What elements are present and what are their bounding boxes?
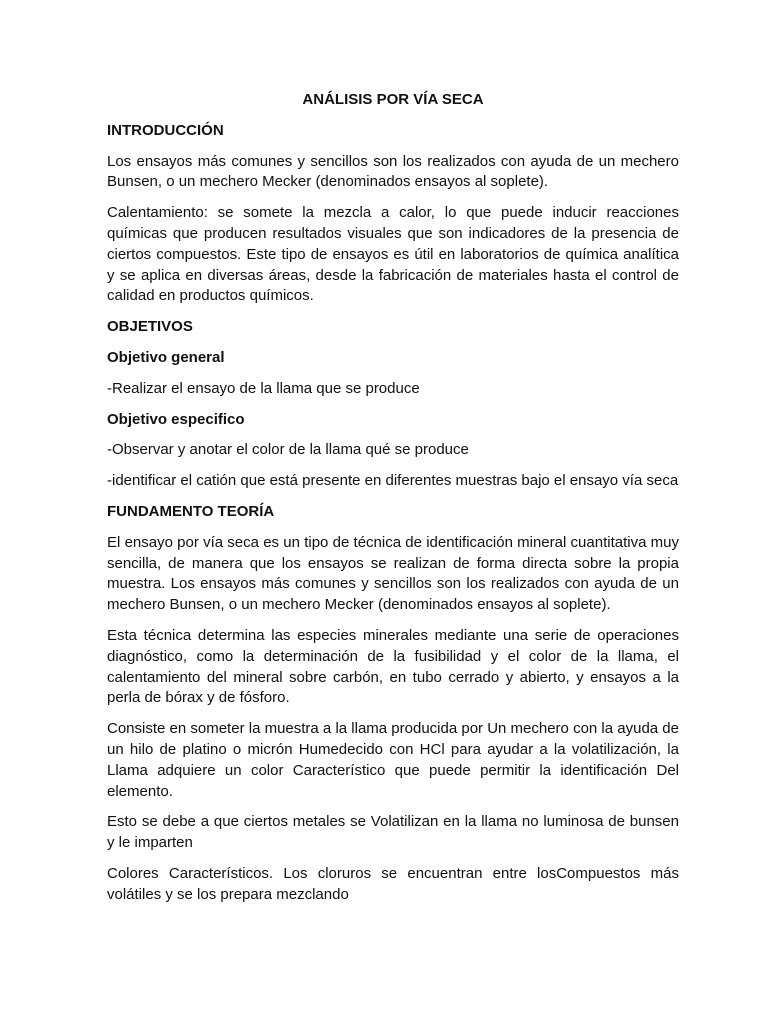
document-page bbox=[107, 90, 679, 916]
document-title: ANÁLISIS POR VÍA SECA bbox=[302, 91, 484, 108]
section-heading-objetivos: OBJETIVOS bbox=[107, 318, 193, 336]
objetivo-especifico-item-2: -identificar el catión que está presente en diferentes muestras bajo el ensayo vía seca bbox=[107, 472, 679, 490]
intro-paragraph-1: Los ensayos más comunes y sencillos son los realizados con ayuda de un mechero Bunsen, o un mechero Mecker (denominados ensayos al soplete). bbox=[107, 152, 679, 191]
subheading-objetivo-especifico: Objetivo especifico bbox=[107, 410, 245, 428]
fundamento-paragraph-2: Esta técnica determina las especies minerales mediante una serie de operaciones diagnóstico, como la determinación de la fusibilidad y el color de la llama, el calentamiento del mineral sobre carbón, en tubo cerrado y abierto, y ensayos a la perla de bórax y de fósforo. bbox=[107, 626, 679, 707]
section-heading-fundamento: FUNDAMENTO TEORÍA bbox=[107, 502, 275, 520]
fundamento-paragraph-3: Consiste en someter la muestra a la llama producida por Un mechero con la ayuda de un hilo de platino o micrón Humedecido con HCl para ayudar a la volatilización, la Llama adquiere un color Característico que puede permitir la identificación Del elemento. bbox=[107, 720, 679, 800]
fundamento-paragraph-1: El ensayo por vía seca es un tipo de técnica de identificación mineral cuantitativa muy sencilla, de manera que los ensayos se realizan de forma directa sobre la propia muestra. Los ensayos más comunes y sencillos son los realizados con ayuda de un mechero Bunsen, o un mechero Mecker (denominados ensayos al soplete). bbox=[107, 533, 679, 614]
objetivo-especifico-item-1: -Observar y anotar el color de la llama qué se produce bbox=[107, 441, 469, 459]
fundamento-paragraph-5: Colores Característicos. Los cloruros se encuentran entre losCompuestos más volátiles y se los prepara mezclando bbox=[107, 864, 679, 903]
section-heading-introduccion: INTRODUCCIÓN bbox=[107, 121, 224, 139]
subheading-objetivo-general: Objetivo general bbox=[107, 348, 225, 366]
objetivo-general-item: -Realizar el ensayo de la llama que se produce bbox=[107, 379, 420, 397]
fundamento-paragraph-4: Esto se debe a que ciertos metales se Volatilizan en la llama no luminosa de bunsen y le imparten bbox=[107, 813, 679, 852]
intro-paragraph-2: Calentamiento: se somete la mezcla a calor, lo que puede inducir reacciones químicas que producen resultados visuales que son indicadores de la presencia de ciertos compuestos. Este tipo de ensayos es útil en laboratorios de química analítica y se aplica en diversas áreas, desde la fabricación de materiales hasta el control de calidad en productos químicos. bbox=[107, 204, 679, 305]
